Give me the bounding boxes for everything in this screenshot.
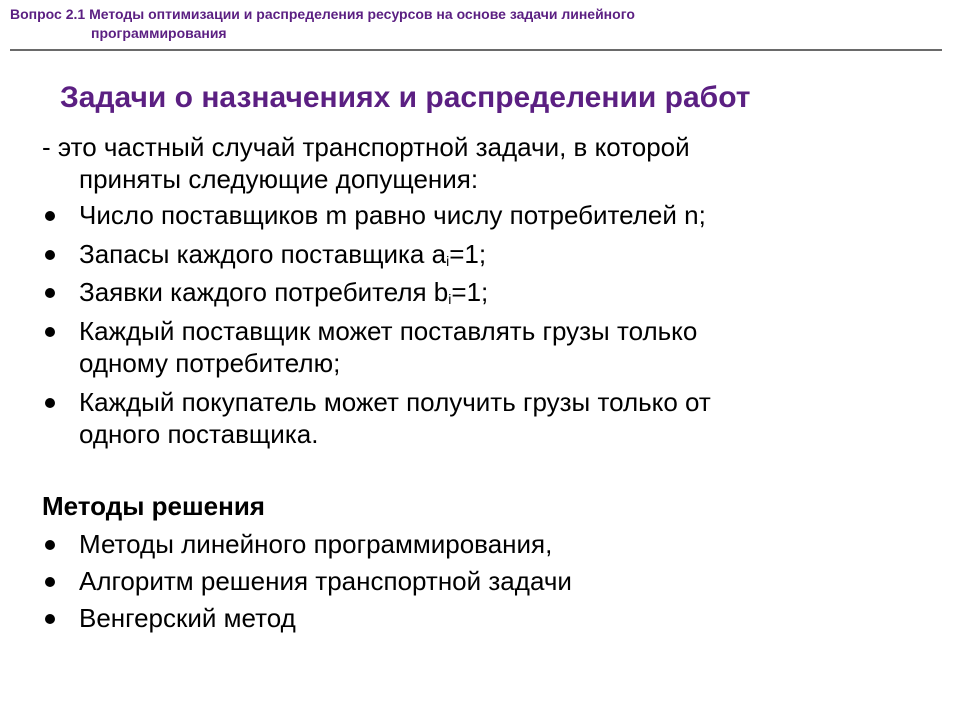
assumption-line-1: Каждый покупатель может получить грузы только от (79, 387, 711, 417)
intro-line-2: приняты следующие допущения: (79, 164, 479, 194)
method-text: Венгерский метод (79, 603, 296, 633)
slide-header (0, 0, 960, 52)
bullet-icon (45, 288, 55, 298)
assumption-item (42, 315, 922, 379)
bullet-icon (45, 327, 55, 337)
assumption-text: Заявки каждого потребителя b (79, 277, 449, 307)
header-text (10, 5, 810, 43)
bullet-icon (45, 398, 55, 408)
header-divider (10, 49, 942, 51)
method-item (42, 528, 922, 560)
assumption-item (42, 199, 922, 231)
method-text: Методы линейного программирования, (79, 529, 553, 559)
assumption-text-end: =1; (449, 239, 487, 269)
bullet-icon (45, 614, 55, 624)
assumption-line-1: Каждый поставщик может поставлять грузы только (79, 316, 698, 346)
method-item (42, 565, 922, 597)
assumption-item (42, 238, 922, 270)
subscript: i (448, 291, 452, 307)
bullet-icon (45, 577, 55, 587)
methods-list (42, 528, 922, 639)
methods-heading: Методы решения (42, 491, 265, 521)
assumption-text: Число поставщиков m равно числу потребителей n; (79, 200, 706, 230)
assumption-item (42, 386, 922, 450)
assumption-text: Запасы каждого поставщика a (79, 239, 447, 269)
assumption-text-end: =1; (451, 277, 489, 307)
header-line-2: программирования (91, 25, 227, 41)
assumptions-list (42, 199, 922, 450)
subscript: i (446, 253, 450, 269)
intro-text (42, 131, 922, 195)
bullet-icon (45, 211, 55, 221)
header-line-1: Вопрос 2.1 Методы оптимизации и распределения ресурсов на основе задачи линейного (10, 6, 635, 22)
slide-title: Задачи о назначениях и распределении работ (60, 81, 751, 114)
bullet-icon (45, 540, 55, 550)
assumption-line-2: одного поставщика. (79, 419, 319, 449)
method-item (42, 602, 922, 634)
assumption-line-2: одному потребителю; (79, 348, 341, 378)
intro-line-1: - это частный случай транспортной задачи, в которой (42, 132, 690, 162)
assumption-item (42, 276, 922, 308)
bullet-icon (45, 250, 55, 260)
method-text: Алгоритм решения транспортной задачи (79, 566, 572, 596)
